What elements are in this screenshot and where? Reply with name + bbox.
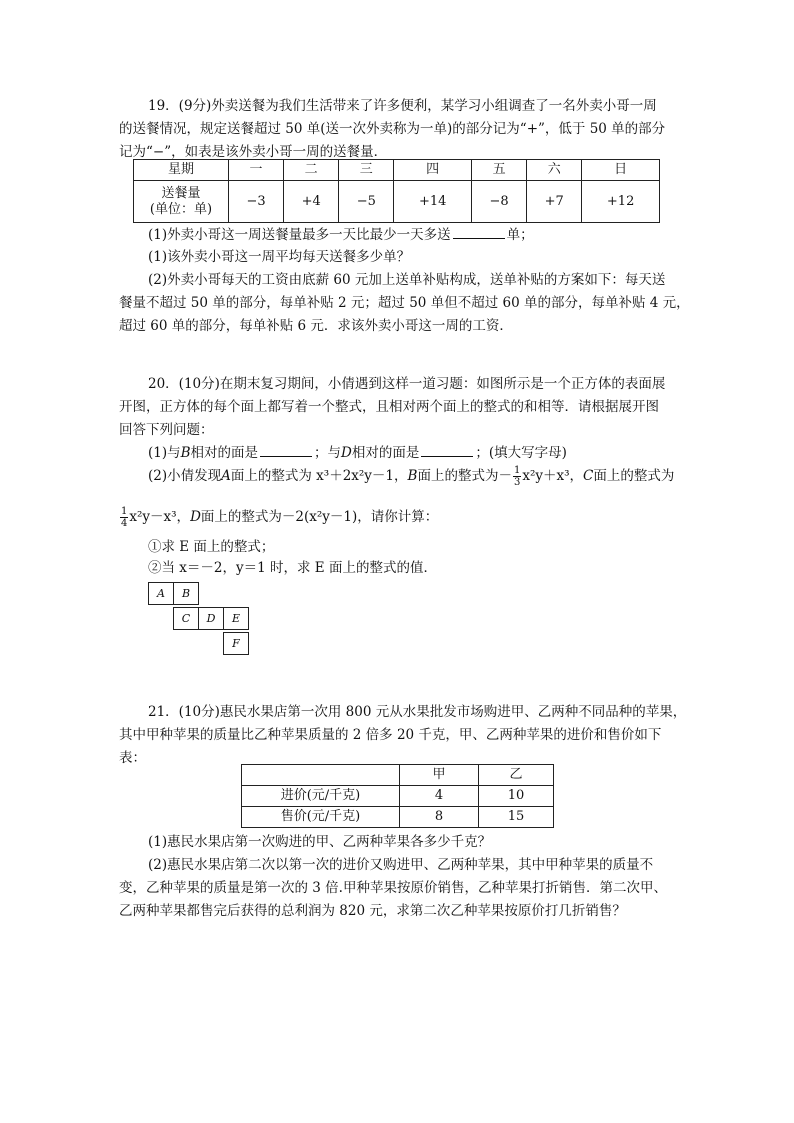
q21-sub2-line2: 变，乙种苹果的质量是第一次的 3 倍.甲种苹果按原价销售，乙种苹果打折销售．第二次甲、: [119, 880, 667, 896]
q20-task1: ①求 E 面上的整式；: [148, 539, 275, 555]
q20-face-b-label: B: [407, 468, 418, 484]
q21-sub2-line1: (2)惠民水果店第二次以第一次的进价又购进甲、乙两种苹果，其中甲种苹果的质量不: [148, 857, 654, 873]
q19-line2: 的送餐情况，规定送餐超过 50 单(送一次外卖称为一单)的部分记为“+”，低于 50 单的部分: [119, 121, 666, 137]
q19-header-row: [134, 160, 660, 181]
q21-header-row: [242, 765, 554, 786]
q19-header-cell: 四: [394, 160, 472, 181]
q20-face-d-label: D: [190, 509, 201, 525]
answer-blank[interactable]: [260, 443, 312, 457]
q19-sub1a-suffix: 单；: [506, 227, 534, 243]
q21-cell: 10: [479, 786, 554, 807]
q21-row-label: 进价(元/千克): [242, 786, 400, 807]
q19-value-cell: −8: [472, 181, 527, 223]
q19-header-cell: 日: [582, 160, 660, 181]
q20-sub1-letter-d: D: [341, 445, 352, 461]
q20-line1: 20．(10分)在期末复习期间，小倩遇到这样一道习题：如图所示是一个正方体的表面展: [148, 376, 666, 392]
q20-sub1-text: (1)与: [148, 445, 181, 461]
cube-face-a: A: [148, 582, 174, 605]
q20-sub2-line1: [148, 464, 674, 488]
q21-sub1: (1)惠民水果店第一次购进的甲、乙两种苹果各多少千克？: [148, 834, 492, 850]
q19-header-cell: 六: [527, 160, 582, 181]
q20-face-c-label: C: [583, 468, 594, 484]
q19-value-cell: +7: [527, 181, 582, 223]
q21-price-table: [241, 764, 554, 828]
q21-row-label: 售价(元/千克): [242, 807, 400, 828]
q20-sub2-text: 面上的整式为: [593, 468, 675, 484]
q20-line3: 回答下列问题：: [119, 422, 214, 438]
q20-task2: ②当 x＝－2，y＝1 时，求 E 面上的整式的值．: [148, 560, 437, 576]
q21-line1: 21．(10分)惠民水果店第一次用 800 元从水果批发市场购进甲、乙两种不同品种的苹果，: [148, 704, 687, 720]
q19-value-cell: +4: [284, 181, 339, 223]
q20-sub1-text: ；(填大写字母): [475, 445, 567, 461]
q19-delivery-table: [133, 159, 660, 223]
q19-sub1a-text: (1)外卖小哥这一周送餐量最多一天比最少一天多送: [148, 227, 451, 243]
q21-cell: 4: [400, 786, 479, 807]
q19-header-cell: 二: [284, 160, 339, 181]
fraction-one-quarter: [120, 506, 128, 529]
q21-sub2-line3: 乙两种苹果都售完后获得的总利润为 820 元，求第二次乙种苹果按原价打几折销售？: [119, 903, 626, 919]
q21-line3: 表：: [119, 750, 146, 766]
q20-sub2-text: 面上的整式为 x³＋2x²y－1，: [230, 468, 408, 484]
q19-line1: 19．(9分)外卖送餐为我们生活带来了许多便利，某学习小组调查了一名外卖小哥一周: [148, 98, 657, 114]
q20-sub2-text: (2)小倩发现: [148, 468, 222, 484]
cube-face-f: F: [223, 632, 249, 655]
q20-face-a-label: A: [221, 468, 231, 484]
q19-sub1a: [148, 225, 534, 245]
q19-sub2-line3: 超过 60 单的部分，每单补贴 6 元．求该外卖小哥这一周的工资．: [119, 318, 513, 334]
q19-header-cell: 五: [472, 160, 527, 181]
q19-header-cell: 三: [339, 160, 394, 181]
q21-header-cell: [242, 765, 400, 786]
fraction-numerator: 1: [121, 506, 128, 517]
q19-line3: 记为“−”，如表是该外卖小哥一周的送餐量．: [119, 144, 388, 160]
q19-header-cell: 一: [229, 160, 284, 181]
q20-sub2-text: 面上的整式为－2(x²y－1)，请你计算：: [200, 509, 439, 525]
q19-row-label-line1: 送餐量: [161, 185, 201, 201]
fraction-denominator: 4: [121, 518, 128, 529]
q21-row-cost: [242, 786, 554, 807]
q19-value-cell: −5: [339, 181, 394, 223]
q19-sub2-line2: 餐量不超过 50 单的部分，每单补贴 2 元；超过 50 单但不超过 60 单的部分，每单补贴 4 元，: [119, 295, 690, 311]
q20-sub2-text: x²y＋x³，: [522, 468, 584, 484]
cube-face-e: E: [223, 607, 249, 630]
q21-line2: 其中甲种苹果的质量比乙种苹果质量的 2 倍多 20 千克，甲、乙两种苹果的进价和售价如下: [119, 727, 662, 743]
q19-row-label: [134, 181, 229, 223]
q19-value-row: [134, 181, 660, 223]
q20-sub2-text: 面上的整式为－: [417, 468, 512, 484]
q20-sub1-text: 相对的面是: [351, 445, 420, 461]
q19-header-cell: 星期: [134, 160, 229, 181]
answer-blank[interactable]: [453, 225, 505, 239]
q20-sub1-text: ；与: [314, 445, 342, 461]
q19-sub2-line1: (2)外卖小哥每天的工资由底薪 60 元加上送单补贴构成，送单补贴的方案如下：每天送: [148, 272, 666, 288]
q19-row-label-line2: (单位：单): [149, 201, 213, 217]
q19-sub1b: (1)该外卖小哥这一周平均每天送餐多少单？: [148, 249, 411, 265]
q20-sub1-letter-b: B: [180, 445, 191, 461]
fraction-numerator: 1: [513, 465, 521, 476]
q21-header-cell: 乙: [479, 765, 554, 786]
fraction-denominator: 3: [513, 477, 521, 488]
answer-blank[interactable]: [421, 443, 473, 457]
q20-sub2-text: x²y－x³，: [129, 509, 191, 525]
q21-cell: 8: [400, 807, 479, 828]
q20-sub2-line2: [119, 505, 438, 529]
fraction-one-third: [513, 465, 521, 488]
q21-header-cell: 甲: [400, 765, 479, 786]
q20-sub1: [148, 443, 567, 463]
q19-value-cell: −3: [229, 181, 284, 223]
q20-sub1-text: 相对的面是: [190, 445, 259, 461]
cube-face-b: B: [173, 582, 199, 605]
q21-cell: 15: [479, 807, 554, 828]
cube-face-d: D: [198, 607, 224, 630]
q20-line2: 开图，正方体的每个面上都写着一个整式，且相对两个面上的整式的和相等．请根据展开图: [119, 399, 659, 415]
q19-value-cell: +12: [582, 181, 660, 223]
q21-row-sale: [242, 807, 554, 828]
cube-face-c: C: [173, 607, 199, 630]
q19-value-cell: +14: [394, 181, 472, 223]
